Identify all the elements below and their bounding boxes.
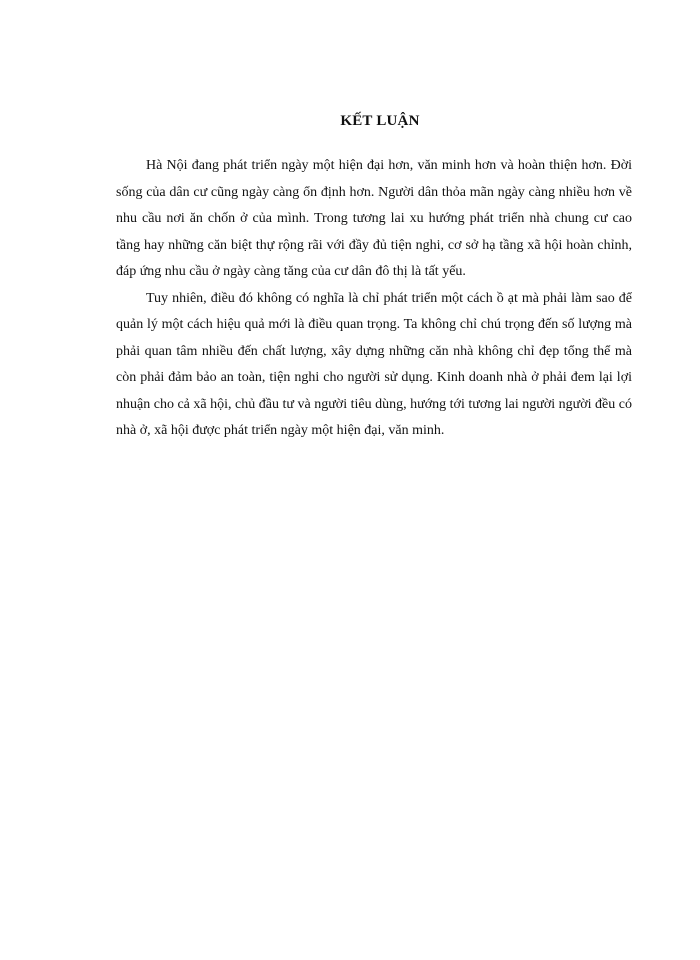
document-body [116,153,632,445]
paragraph-1: Hà Nội đang phát triển ngày một hiện đại hơn, văn minh hơn và hoàn thiện hơn. Đời sống của dân cư cũng ngày càng ổn định hơn. Người dân thỏa mãn ngày càng nhiều hơn về nhu cầu nơi ăn chốn ở của mình. Trong tương lai xu hướng phát triển nhà chung cư cao tầng hay những căn biệt thự rộng rãi với đầy đủ tiện nghi, cơ sở hạ tầng xã hội hoàn chỉnh, đáp ứng nhu cầu ở ngày càng tăng của cư dân đô thị là tất yếu. [116,158,632,279]
page-title: KẾT LUẬN [340,113,420,129]
paragraph-2: Tuy nhiên, điều đó không có nghĩa là chỉ phát triển một cách ồ ạt mà phải làm sao để quản lý một cách hiệu quả mới là điều quan trọng. Ta không chỉ chú trọng đến số lượng mà phải quan tâm nhiều đến chất lượng, xây dựng những căn nhà không chỉ đẹp tổng thể mà còn phải đảm bảo an toàn, tiện nghi cho người sử dụng. Kinh doanh nhà ở phải đem lại lợi nhuận cho cả xã hội, chủ đầu tư và người tiêu dùng, hướng tới tương lai người người đều có nhà ở, xã hội được phát triển ngày một hiện đại, văn minh. [116,290,632,438]
